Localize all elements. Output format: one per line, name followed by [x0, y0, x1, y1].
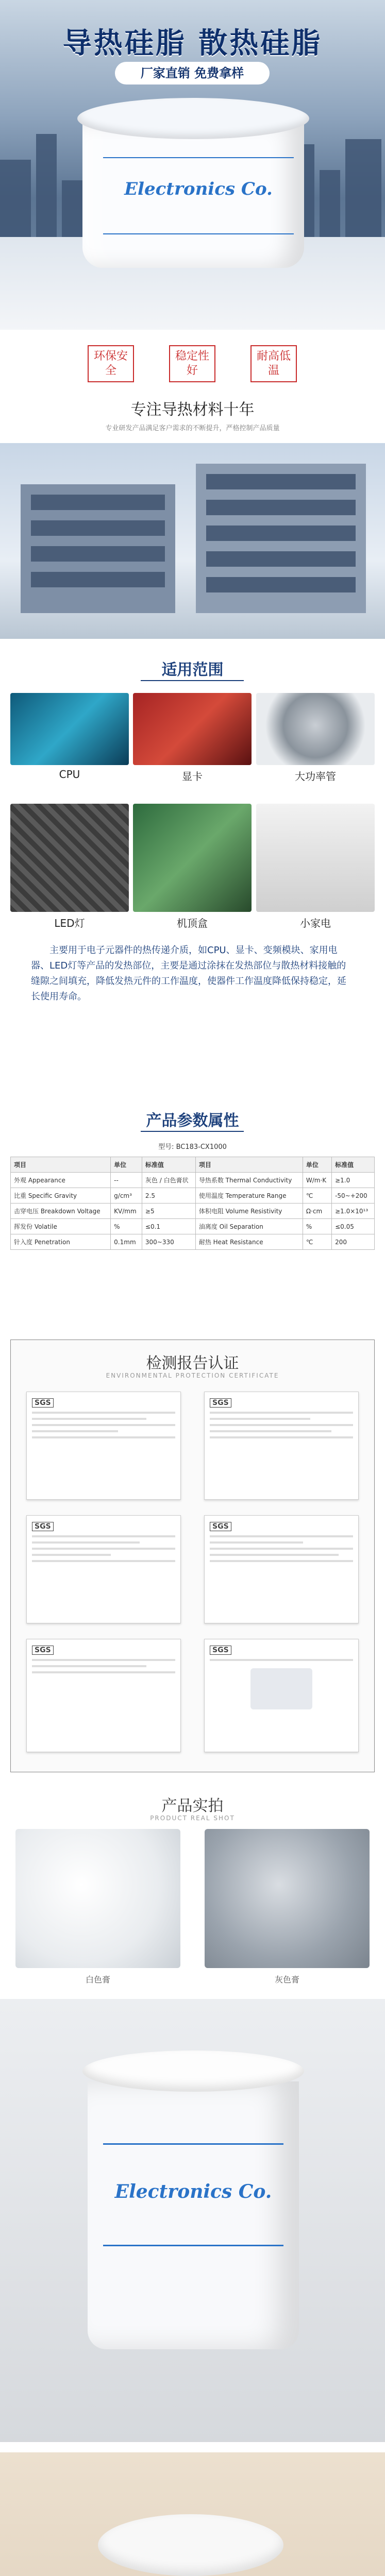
product-photo-1 — [0, 1999, 385, 2442]
table-header: 单位 — [111, 1157, 142, 1173]
table-cell: 油离度 Oil Separation — [195, 1219, 303, 1234]
table-cell: Ω·cm — [303, 1204, 331, 1219]
table-header: 标准值 — [332, 1157, 375, 1173]
table-cell: % — [111, 1219, 142, 1234]
real-shot-subtitle: PRODUCT REAL SHOT — [150, 1815, 235, 1822]
params-title: 产品参数属性 — [146, 1112, 239, 1130]
table-cell: 2.5 — [142, 1188, 195, 1204]
sgs-logo: SGS — [210, 1398, 231, 1408]
sgs-logo: SGS — [32, 1522, 54, 1531]
jar-label — [103, 157, 294, 234]
table-cell: ≤0.05 — [332, 1219, 375, 1234]
cert-card — [26, 1392, 181, 1500]
certs-subtitle: ENVIRONMENTAL PROTECTION CERTIFICATE — [106, 1372, 279, 1379]
table-row — [11, 1173, 375, 1188]
app-label: CPU — [59, 768, 80, 781]
table-row — [11, 1204, 375, 1219]
big-jar-lid — [82, 2050, 304, 2092]
cert-card — [204, 1392, 359, 1500]
badge-temp: 耐高低温 — [250, 345, 297, 382]
params-table — [10, 1157, 375, 1250]
table-cell: 300~330 — [142, 1234, 195, 1250]
app-power-tube — [256, 693, 375, 781]
feature-badges — [0, 345, 385, 386]
table-cell: ℃ — [303, 1188, 331, 1204]
subslogan: 专业研发产品满足客户需求的不断提升，严格控制产品质量 — [105, 425, 280, 432]
table-cell: 灰色 / 白色膏状 — [142, 1173, 195, 1188]
real-shot-title: 产品实拍 — [161, 1797, 224, 1815]
jar-lid — [77, 98, 309, 139]
applications-description: 主要用于电子元器件的热传递介质，如CPU、显卡、变频模块、家用电器、LED灯等产品的发热部位，主要是通过涂抹在发热部位与散热材料接触的缝隙之间填充，降低发热元件的工作温度，使器件工作温度降低保持稳定，延长使用寿命。 — [31, 945, 346, 1002]
sgs-logo: SGS — [32, 1398, 54, 1408]
cert-card — [204, 1515, 359, 1623]
led-image — [10, 804, 129, 912]
certs-title: 检测报告认证 — [146, 1354, 239, 1372]
sgs-logo: SGS — [210, 1646, 231, 1655]
divider — [141, 1131, 244, 1132]
gray-paste-label: 灰色膏 — [274, 1975, 299, 1985]
slogan: 专注导热材料十年 — [130, 401, 255, 419]
jar-brand: Electronics Co. — [124, 179, 273, 199]
badge-stable: 稳定性好 — [169, 345, 215, 382]
table-cell: 使用温度 Temperature Range — [195, 1188, 303, 1204]
table-header: 项目 — [11, 1157, 111, 1173]
gray-paste-image — [205, 1829, 370, 1968]
table-row — [11, 1188, 375, 1204]
app-led — [10, 804, 129, 927]
table-cell: 0.1mm — [111, 1234, 142, 1250]
table-cell: % — [303, 1219, 331, 1234]
table-cell: 体积电阻 Volume Resistivity — [195, 1204, 303, 1219]
factory-building — [21, 484, 175, 613]
cert-card — [204, 1639, 359, 1752]
table-cell: ≤0.1 — [142, 1219, 195, 1234]
table-cell: -50~+200 — [332, 1188, 375, 1204]
table-cell: ℃ — [303, 1234, 331, 1250]
table-cell: 导热系数 Thermal Conductivity — [195, 1173, 303, 1188]
factory-image — [0, 443, 385, 639]
product-photo-2 — [0, 2452, 385, 2576]
table-cell: 200 — [332, 1234, 375, 1250]
badge-eco: 环保安全 — [88, 345, 134, 382]
table-header: 项目 — [195, 1157, 303, 1173]
table-header: 标准值 — [142, 1157, 195, 1173]
app-gpu — [133, 693, 252, 781]
cert-card — [26, 1639, 181, 1752]
jar-body — [88, 2081, 299, 2349]
product-jar-image — [77, 98, 309, 268]
table-cell: -- — [111, 1173, 142, 1188]
applications-title: 适用范围 — [161, 661, 224, 679]
sgs-logo: SGS — [210, 1522, 231, 1531]
certs-frame — [10, 1340, 375, 1772]
table-cell: 挥发份 Volatile — [11, 1219, 111, 1234]
appliance-image — [256, 804, 375, 912]
table-cell: ≥5 — [142, 1204, 195, 1219]
table-header: 单位 — [303, 1157, 331, 1173]
stb-image — [133, 804, 252, 912]
table-row — [11, 1219, 375, 1234]
app-label: 大功率管 — [295, 770, 336, 783]
app-label: 小家电 — [300, 917, 331, 929]
app-label: 显卡 — [182, 770, 203, 783]
hero-banner — [0, 0, 385, 330]
table-cell: W/m·K — [303, 1173, 331, 1188]
hero-title: 导热硅脂 散热硅脂 — [62, 27, 323, 60]
table-cell: 比重 Specific Gravity — [11, 1188, 111, 1204]
hero-pill: 厂家直销 免费拿样 — [115, 62, 270, 84]
table-cell: ≥1.0×10¹³ — [332, 1204, 375, 1219]
table-cell: 耐热 Heat Resistance — [195, 1234, 303, 1250]
table-cell: g/cm³ — [111, 1188, 142, 1204]
gpu-image — [133, 693, 252, 765]
app-cpu — [10, 693, 129, 781]
jar-body — [82, 121, 304, 268]
table-cell: 针入度 Penetration — [11, 1234, 111, 1250]
power-tube-image — [256, 693, 375, 765]
params-model: 型号: BC183-CX1000 — [158, 1143, 227, 1151]
cpu-image — [10, 693, 129, 765]
app-label: LED灯 — [54, 917, 85, 929]
table-row — [11, 1234, 375, 1250]
white-paste-label: 白色膏 — [85, 1975, 110, 1985]
table-cell: 击穿电压 Breakdown Voltage — [11, 1204, 111, 1219]
cert-card — [26, 1515, 181, 1623]
big-jar — [82, 2061, 304, 2349]
app-appliance — [256, 804, 375, 927]
jar-label — [103, 2143, 283, 2246]
jar-brand: Electronics Co. — [114, 2181, 272, 2202]
factory-building — [196, 464, 366, 613]
sgs-logo: SGS — [32, 1646, 54, 1655]
white-paste-image — [15, 1829, 180, 1968]
table-header-row — [11, 1157, 375, 1173]
table-cell: ≥1.0 — [332, 1173, 375, 1188]
app-stb — [133, 804, 252, 927]
app-label: 机顶盒 — [177, 917, 208, 929]
table-cell: KV/mm — [111, 1204, 142, 1219]
open-lid — [98, 2514, 283, 2576]
divider — [141, 680, 244, 681]
table-cell: 外观 Appearance — [11, 1173, 111, 1188]
